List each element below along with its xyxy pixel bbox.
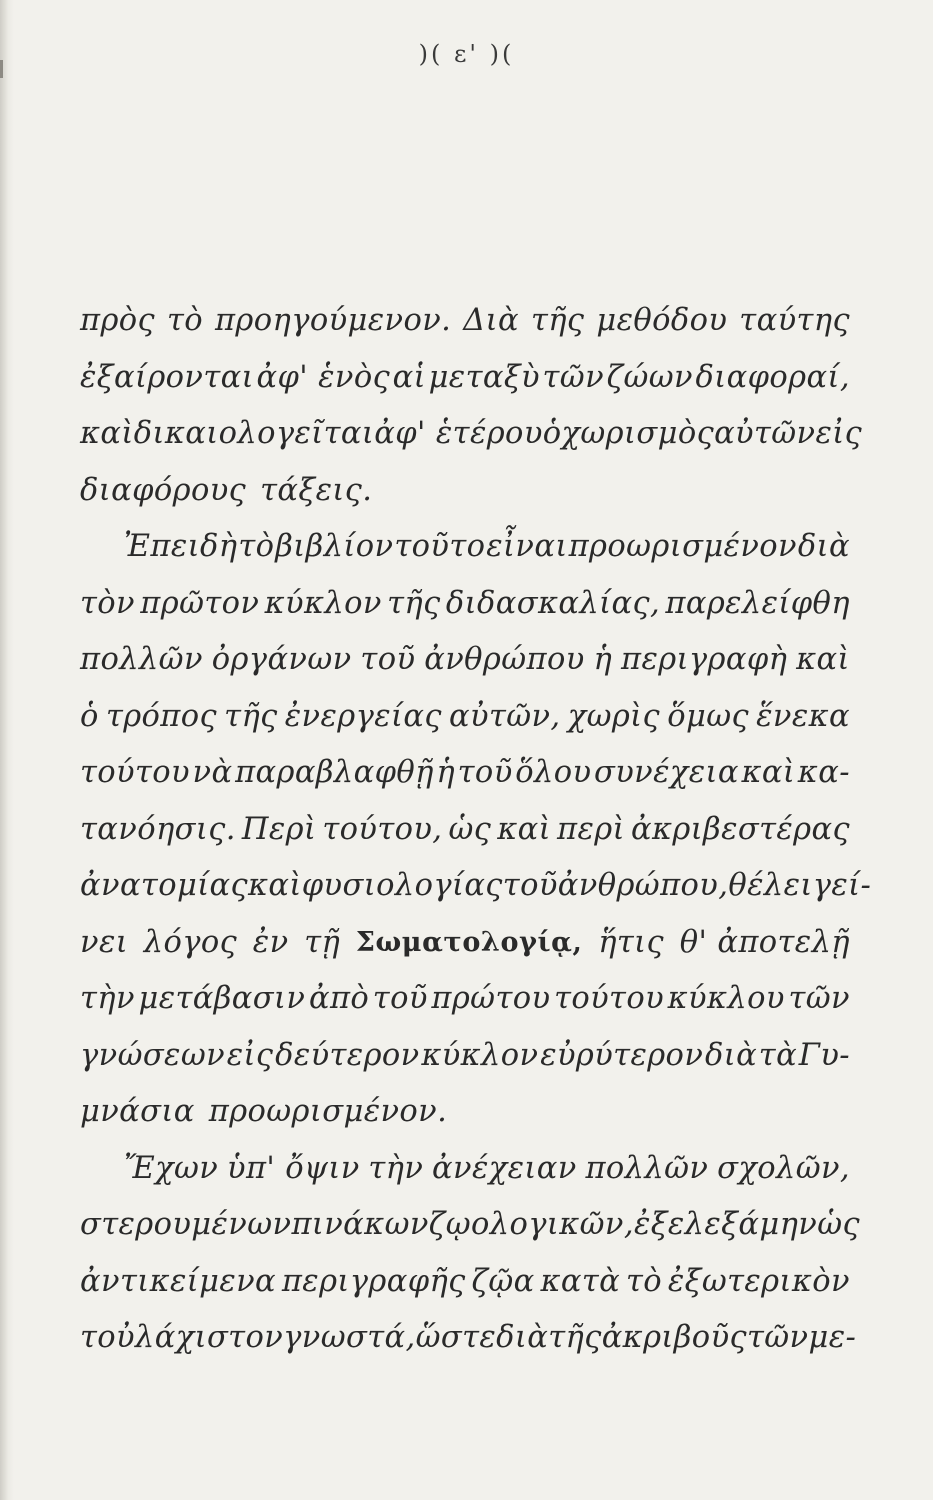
word: τοῦ xyxy=(372,981,428,1016)
word: τῶν xyxy=(788,981,850,1016)
word: Ἔχων xyxy=(124,1150,219,1186)
word: καὶ xyxy=(497,811,551,847)
word: προηγούμενον. xyxy=(214,303,452,338)
word: τανόησις. xyxy=(80,811,236,847)
word: προωρισμένον. xyxy=(208,1094,448,1129)
text-line xyxy=(80,915,850,972)
word: ἥτις xyxy=(598,924,665,960)
word: κύκλον xyxy=(421,1037,539,1073)
word: μεθόδου xyxy=(596,303,728,338)
word: ἀντικείμενα xyxy=(80,1263,277,1299)
word: κατὰ xyxy=(540,1263,621,1299)
word: τὴν xyxy=(368,1150,424,1186)
word: με- xyxy=(808,1320,857,1355)
word: ὡς xyxy=(817,1207,860,1242)
word: ὀργάνων xyxy=(211,642,352,677)
word: τῆς xyxy=(224,698,278,734)
word: εἶναι xyxy=(486,529,568,564)
word: θ' ἀποτελῇ xyxy=(679,924,850,960)
word: τὸ xyxy=(626,1263,663,1299)
word: διὰ xyxy=(797,529,850,564)
word: ἀνθρώπου, xyxy=(557,868,729,903)
word: ὁ xyxy=(80,698,99,734)
word: διὰ xyxy=(704,1037,758,1073)
text-line xyxy=(80,350,850,407)
word: διαφοραί, xyxy=(695,359,850,395)
word: νὰ xyxy=(192,755,233,790)
word: παραβλαφθῇ xyxy=(235,755,434,790)
word: διδασκαλίας, xyxy=(445,585,661,621)
word: χωρισμὸς xyxy=(561,416,715,451)
word: ἐνεργείας xyxy=(284,698,442,734)
word: διὰ xyxy=(496,1320,549,1355)
word: κύκλου xyxy=(667,981,785,1016)
word: λόγος xyxy=(143,924,238,960)
word: εὐρύτερον xyxy=(540,1037,704,1073)
word: ἐν xyxy=(252,924,289,960)
word: τὴν xyxy=(80,981,135,1016)
word: τοῦ xyxy=(360,642,416,677)
word: τούτου xyxy=(554,981,665,1016)
word: ἡ xyxy=(593,642,613,677)
word: παρελείφθη xyxy=(665,585,850,621)
body-text xyxy=(80,293,872,1367)
word: εἰς xyxy=(815,416,863,451)
word: ἀκριβεστέρας xyxy=(630,811,850,847)
word: συνέχεια xyxy=(594,755,739,790)
text-line xyxy=(80,1141,850,1198)
word: τῶν xyxy=(542,359,605,395)
word: ἀφ' ἑνὸς xyxy=(256,359,391,395)
word: ἀφ' ἑτέρου xyxy=(374,416,543,451)
word: ὅμως xyxy=(667,698,749,734)
word: δικαιολογεῖται xyxy=(133,416,375,451)
word: αὐτῶν, xyxy=(449,698,561,734)
word: μεταξὺ xyxy=(428,359,540,395)
word: πρὸς xyxy=(80,303,156,338)
word: θέλει xyxy=(728,868,813,903)
word: Διὰ xyxy=(463,303,520,338)
text-line xyxy=(80,689,850,746)
word: τὰ xyxy=(758,1037,798,1073)
text-line xyxy=(80,745,850,802)
word: ἀκριβοῦς xyxy=(601,1320,747,1355)
word: ζῷα xyxy=(471,1263,535,1299)
word: τοὐλάχιστον xyxy=(80,1320,284,1355)
word: βιβλίον xyxy=(275,529,394,564)
word: ἕνεκα xyxy=(756,698,850,734)
page-edge xyxy=(0,0,14,1500)
word: ὑπ' ὄψιν xyxy=(227,1150,360,1186)
word: τῆς xyxy=(548,1320,602,1355)
word: κα- xyxy=(797,755,850,790)
text-line xyxy=(80,802,850,859)
word: τῶν xyxy=(747,1320,809,1355)
text-line xyxy=(80,576,850,633)
word: προωρισμένον xyxy=(568,529,797,564)
word: πρώτου xyxy=(431,981,551,1016)
word: καὶ xyxy=(248,868,302,903)
word: τὸ xyxy=(166,303,204,338)
text-line xyxy=(80,1310,857,1367)
word: κύκλον xyxy=(264,585,382,621)
word: τρόπος xyxy=(105,698,217,734)
word: καὶ xyxy=(80,416,134,451)
word: Γυ- xyxy=(798,1037,850,1073)
text-line xyxy=(80,1197,860,1254)
word: πινάκων xyxy=(291,1207,429,1242)
word: νει xyxy=(80,924,129,960)
word: τοῦ xyxy=(457,755,513,790)
word: εἰς xyxy=(226,1037,274,1073)
word: γνώσεων xyxy=(80,1037,226,1073)
word: μνάσια xyxy=(80,1094,195,1129)
word: ἀπὸ xyxy=(308,981,370,1016)
word: χωρὶς xyxy=(567,698,661,734)
bold-term: Σωματολογίᾳ, xyxy=(355,926,583,958)
word: τὸν xyxy=(80,585,135,621)
word: τούτου xyxy=(80,755,190,790)
word: ἐξαίρονται xyxy=(80,359,254,395)
text-line xyxy=(80,1084,850,1141)
word: σχολῶν, xyxy=(717,1150,850,1186)
word: δεύτερον xyxy=(275,1037,420,1073)
text-line xyxy=(80,858,872,915)
word: ἀνατομίας xyxy=(80,868,249,903)
word: στερουμένων xyxy=(80,1207,292,1242)
word: γεί- xyxy=(812,868,872,903)
word: ἀνέχειαν xyxy=(432,1150,577,1186)
word: τὸ xyxy=(238,529,275,564)
word: πρῶτον xyxy=(140,585,260,621)
word: περιγραφῆς xyxy=(281,1263,466,1299)
word: Περὶ xyxy=(241,811,317,847)
word: αἱ xyxy=(392,359,427,395)
word: τοῦτο xyxy=(394,529,486,564)
word: τῆς xyxy=(530,303,585,338)
text-line xyxy=(80,1254,850,1311)
page-number: )( ε' )( xyxy=(418,40,515,68)
word: ἐξελεξάμην xyxy=(633,1207,818,1242)
word: διαφόρους xyxy=(80,472,247,508)
word: περιγραφὴ xyxy=(621,642,788,677)
word: ἀνθρώπου xyxy=(424,642,585,677)
word: Ἐπειδὴ xyxy=(124,529,238,564)
word: αὐτῶν xyxy=(714,416,816,451)
word: τάξεις. xyxy=(260,472,373,508)
text-line xyxy=(80,463,850,520)
text-line xyxy=(80,293,850,350)
word: μετάβασιν xyxy=(138,981,306,1016)
text-line xyxy=(80,406,863,463)
word: ὡς xyxy=(448,811,492,847)
word: ζῳολογικῶν, xyxy=(428,1207,634,1242)
word: ὅλου xyxy=(515,755,592,790)
word: ἐξωτερικὸν xyxy=(667,1263,850,1299)
text-line xyxy=(80,632,850,689)
text-line xyxy=(80,519,850,576)
word: φυσιολογίας xyxy=(301,868,503,903)
word: ταύτης xyxy=(739,303,850,338)
word: γνωστά, xyxy=(283,1320,416,1355)
text-line xyxy=(80,1028,850,1085)
word: τοῦ xyxy=(502,868,558,903)
word: καὶ xyxy=(741,755,796,790)
text-line xyxy=(80,971,850,1028)
word: τῇ xyxy=(304,924,341,960)
word: ἡ xyxy=(436,755,456,790)
word: ὥστε xyxy=(415,1320,497,1355)
word: τῆς xyxy=(387,585,441,621)
word: ζώων xyxy=(606,359,693,395)
word: πολλῶν xyxy=(585,1150,709,1186)
word: πολλῶν xyxy=(80,642,203,677)
word: τούτου, xyxy=(322,811,443,847)
word: καὶ xyxy=(796,642,850,677)
word: ὁ xyxy=(542,416,562,451)
word: περὶ xyxy=(557,811,625,847)
